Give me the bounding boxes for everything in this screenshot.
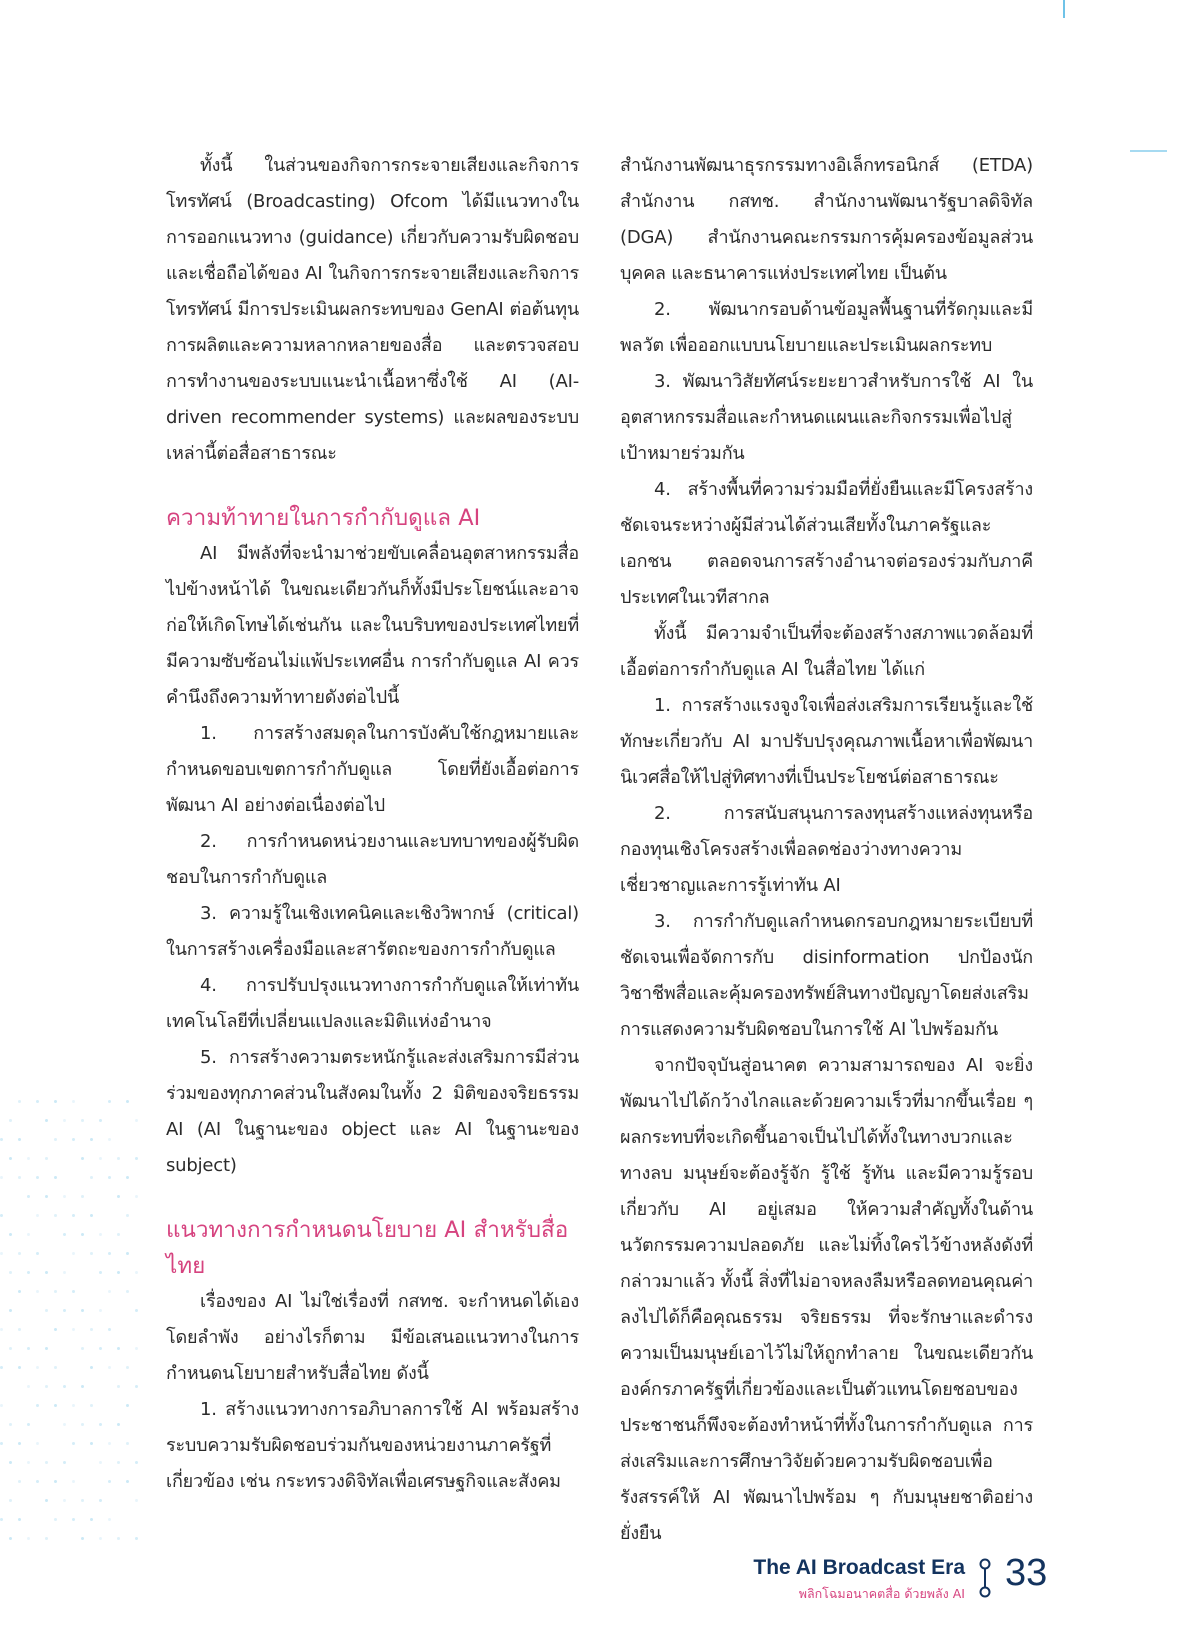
decorative-dot [54,1328,57,1331]
decorative-dot [81,1347,84,1350]
decorative-dot [90,1252,93,1255]
decorative-dot [99,1309,102,1312]
decorative-dot [9,1157,12,1160]
decorative-dot [90,1328,93,1331]
decorative-dot [72,1252,75,1255]
decorative-dot [135,1309,138,1312]
decorative-dot [126,1480,129,1483]
decorative-dot [108,1328,111,1331]
right-column [620,148,1033,1552]
decorative-dot [90,1442,93,1445]
decorative-dot [63,1195,66,1198]
decorative-dot [9,1271,12,1274]
decorative-dot [63,1233,66,1236]
decorative-dot [36,1366,39,1369]
decorative-dot [9,1461,12,1464]
decorative-dot [63,1385,66,1388]
decorative-dot [126,1176,129,1179]
decorative-dot [54,1518,57,1521]
decorative-dot [45,1461,48,1464]
decorative-dot [90,1518,93,1521]
decorative-dot [9,1423,12,1426]
paragraph-environment: ทั้งนี้ มีความจำเป็นที่จะต้องสร้างสภาพแวดล้อมที่เอื้อต่อการกำกับดูแล AI ในสื่อไทย ได้แก่ [620,623,1033,680]
decorative-dot [45,1309,48,1312]
decorative-dot [81,1385,84,1388]
decorative-dot [27,1347,30,1350]
decorative-dot [45,1537,48,1540]
decorative-dot [72,1214,75,1217]
decorative-dot [90,1176,93,1179]
decorative-dot [81,1423,84,1426]
decorative-dot [63,1119,66,1122]
top-accent-line [1063,0,1065,18]
decorative-dot [90,1138,93,1141]
decorative-dot [99,1157,102,1160]
decorative-dot [108,1138,111,1141]
decorative-dot [18,1176,21,1179]
decorative-dot [54,1404,57,1407]
decorative-dot [135,1271,138,1274]
decorative-dot [36,1100,39,1103]
decorative-dot [99,1119,102,1122]
decorative-dot [135,1157,138,1160]
heading-ai-regulation-challenges: ความท้าทายในการกำกับดูแล AI [166,505,481,531]
decorative-dot [9,1347,12,1350]
decorative-dot [117,1233,120,1236]
decorative-dot [108,1518,111,1521]
decorative-dot [18,1442,21,1445]
decorative-dot [135,1537,138,1540]
environment-item-3: 3. การกำกับดูแลกำหนดกรอบกฎหมายระเบียบที่ชัดเจนเพื่อจัดการกับ disinformation ปกป้องนักวิชาชีพสื่อและคุ้มครองทรัพย์สินทางปัญญาโดยส่งเสริมการแสดงความรับผิดชอบในการใช้ AI ไปพร้อมกัน [620,911,1033,1040]
decorative-dot [27,1195,30,1198]
decorative-dot [135,1195,138,1198]
decorative-dot [99,1271,102,1274]
decorative-dot [27,1385,30,1388]
decorative-dot [45,1271,48,1274]
challenge-item-4: 4. การปรับปรุงแนวทางการกำกับดูแลให้เท่าทันเทคโนโลยีที่เปลี่ยนแปลงและมิติแห่งอำนาจ [166,975,579,1032]
decorative-dot [36,1290,39,1293]
decorative-dot [63,1423,66,1426]
decorative-dot [0,1138,3,1141]
decorative-dot [63,1309,66,1312]
decorative-dot [117,1385,120,1388]
decorative-dot [117,1347,120,1350]
decorative-dot [27,1461,30,1464]
decorative-dot [90,1214,93,1217]
decorative-dot [63,1499,66,1502]
decorative-dot [45,1119,48,1122]
decorative-dot [54,1480,57,1483]
decorative-dot [72,1328,75,1331]
decorative-dot [45,1499,48,1502]
paragraph-ofcom: ทั้งนี้ ในส่วนของกิจการกระจายเสียงและกิจการโทรทัศน์ (Broadcasting) Ofcom ได้มีแนวทางในการออกแนวทาง (guidance) เกี่ยวกับความรับผิดชอบและเชื่อถือได้ของ AI ในกิจการกระจายเสียงและกิจการโทรทัศน์ มีการประเมินผลกระทบของ GenAI ต่อต้นทุนการผลิตและความหลากหลายของสื่อ และตรวจสอบการทำงานของระบบแนะนำเนื้อหาซึ่งใช้ AI (AI-driven recommender systems) และผลของระบบเหล่านี้ต่อสื่อสาธารณะ [166,155,579,464]
decorative-dot [126,1214,129,1217]
decorative-dot [99,1499,102,1502]
heading-policy-guidelines: แนวทางการกำหนดนโยบาย AI สำหรับสื่อไทย [166,1217,569,1279]
decorative-dot [27,1157,30,1160]
challenge-item-3: 3. ความรู้ในเชิงเทคนิคและเชิงวิพากษ์ (critical) ในการสร้างเครื่องมือและสารัตถะของการกำกับดูแล [166,903,579,960]
left-column [166,148,579,1500]
decorative-dot [9,1537,12,1540]
decorative-dot [27,1423,30,1426]
paragraph-conclusion: จากปัจจุบันสู่อนาคต ความสามารถของ AI จะยิ่งพัฒนาไปได้กว้างไกลและด้วยความเร็วที่มากขึ้นเรื่อย ๆ ผลกระทบที่จะเกิดขึ้นอาจเป็นไปได้ทั้งในทางบวกและทางลบ มนุษย์จะต้องรู้จัก รู้ใช้ รู้ทัน และมีความรู้รอบเกี่ยวกับ AI อยู่เสมอ ให้ความสำคัญทั้งในด้านนวัตกรรมความปลอดภัย และไม่ทิ้งใครไว้ข้างหลังดังที่กล่าวมาแล้ว ทั้งนี้ สิ่งที่ไม่อาจหลงลืมหรือลดทอนคุณค่าลงไปได้ก็คือคุณธรรม จริยธรรม ที่จะรักษาและดำรงความเป็นมนุษย์เอาไว้ไม่ให้ถูกทำลาย ในขณะเดียวกัน องค์กรภาครัฐที่เกี่ยวข้องและเป็นตัวแทนโดยชอบของประชาชนก็พึงจะต้องทำหน้าที่ทั้งในการกำกับดูแล การส่งเสริมและการศึกษาวิจัยด้วยความรับผิดชอบเพื่อรังสรรค์ให้ AI พัฒนาไปพร้อม ๆ กับมนุษยชาติอย่างยั่งยืน [620,1055,1033,1544]
decorative-dot [135,1461,138,1464]
decorative-dot [36,1480,39,1483]
decorative-dot [108,1100,111,1103]
decorative-dot [126,1100,129,1103]
decorative-dot [81,1499,84,1502]
decorative-dot [36,1404,39,1407]
decorative-dot [27,1233,30,1236]
decorative-dot [18,1290,21,1293]
decorative-dot [72,1100,75,1103]
page-footer [720,1552,1060,1616]
decorative-dot [135,1119,138,1122]
decorative-dot [108,1290,111,1293]
decorative-dot [126,1252,129,1255]
decorative-dot [54,1366,57,1369]
decorative-dot [18,1366,21,1369]
decorative-dot [72,1480,75,1483]
publication-subtitle: พลิกโฉมอนาคตสื่อ ด้วยพลัง AI [798,1586,965,1601]
decorative-dot [117,1423,120,1426]
decorative-dot [54,1138,57,1141]
decorative-dot [108,1442,111,1445]
decorative-dot [99,1461,102,1464]
decorative-dot [72,1518,75,1521]
decorative-dot [81,1309,84,1312]
decorative-dot [81,1537,84,1540]
decorative-dot [99,1233,102,1236]
recommendation-item-2: 2. พัฒนากรอบด้านข้อมูลพื้นฐานที่รัดกุมและมีพลวัต เพื่อออกแบบนโยบายและประเมินผลกระทบ [620,299,1033,356]
decorative-dot [126,1366,129,1369]
decorative-dot [72,1404,75,1407]
decorative-dot [27,1537,30,1540]
publication-title: The AI Broadcast Era [753,1556,965,1579]
decorative-dot [45,1157,48,1160]
decorative-dot [126,1290,129,1293]
challenge-item-1: 1. การสร้างสมดุลในการบังคับใช้กฎหมายและกำหนดขอบเขตการกำกับดูแล โดยที่ยังเอื้อต่อการพัฒนา AI อย่างต่อเนื่องต่อไป [166,723,579,816]
pin-divider-icon [978,1558,992,1598]
side-accent-line [1130,150,1167,152]
decorative-dot [18,1252,21,1255]
decorative-dot [27,1271,30,1274]
decorative-dot [0,1176,3,1179]
decorative-dot [18,1138,21,1141]
decorative-dot [72,1290,75,1293]
decorative-dot [36,1176,39,1179]
decorative-dot [117,1157,120,1160]
decorative-dot [0,1442,3,1445]
decorative-dot [45,1195,48,1198]
decorative-dot [135,1499,138,1502]
decorative-dot [108,1480,111,1483]
decorative-dot [0,1252,3,1255]
decorative-dot [126,1404,129,1407]
decorative-dot [108,1252,111,1255]
decorative-dot [117,1195,120,1198]
decorative-dot [81,1233,84,1236]
paragraph-ai-power: AI มีพลังที่จะนำมาช่วยขับเคลื่อนอุตสาหกรรมสื่อไปข้างหน้าได้ ในขณะเดียวกันก็ทั้งมีประโยชน์และอาจก่อให้เกิดโทษได้เช่นกัน และในบริบทของประเทศไทยที่มีความซับซ้อนไม่แพ้ประเทศอื่น การกำกับดูแล AI ควรคำนึงถึงความท้าทายดังต่อไปนี้ [166,543,579,708]
decorative-dot [9,1309,12,1312]
decorative-dot [54,1176,57,1179]
page-number: 33 [1005,1552,1048,1594]
decorative-dot [36,1214,39,1217]
decorative-dot-pattern [0,1100,170,1570]
decorative-dot [99,1423,102,1426]
decorative-dot [45,1347,48,1350]
recommendation-item-1: 1. สร้างแนวทางการอภิบาลการใช้ AI พร้อมสร้างระบบความรับผิดชอบร่วมกันของหน่วยงานภาครัฐที่เกี่ยวข้อง เช่น กระทรวงดิจิทัลเพื่อเศรษฐกิจและสังคม [166,1399,579,1492]
decorative-dot [108,1176,111,1179]
environment-item-2: 2. การสนับสนุนการลงทุนสร้างแหล่งทุนหรือกองทุนเชิงโครงสร้างเพื่อลดช่องว่างทางความเชี่ยวชาญและการรู้เท่าทัน AI [620,803,1033,896]
challenge-item-5: 5. การสร้างความตระหนักรู้และส่งเสริมการมีส่วนร่วมของทุกภาคส่วนในสังคมในทั้ง 2 มิติของจริยธรรม AI (AI ในฐานะของ object และ AI ในฐานะของ subject) [166,1047,579,1176]
decorative-dot [135,1347,138,1350]
decorative-dot [18,1480,21,1483]
paragraph-policy-intro: เรื่องของ AI ไม่ใช่เรื่องที่ กสทช. จะกำหนดได้เองโดยลำพัง อย่างไรก็ตาม มีข้อเสนอแนวทางในการกำหนดนโยบายสำหรับสื่อไทย ดังนี้ [166,1291,579,1384]
decorative-dot [18,1328,21,1331]
decorative-dot [54,1290,57,1293]
decorative-dot [72,1138,75,1141]
decorative-dot [81,1157,84,1160]
decorative-dot [45,1385,48,1388]
decorative-dot [117,1537,120,1540]
decorative-dot [90,1404,93,1407]
decorative-dot [9,1233,12,1236]
decorative-dot [126,1442,129,1445]
decorative-dot [135,1385,138,1388]
decorative-dot [90,1366,93,1369]
decorative-dot [0,1404,3,1407]
decorative-dot [117,1271,120,1274]
decorative-dot [99,1537,102,1540]
environment-item-1: 1. การสร้างแรงจูงใจเพื่อส่งเสริมการเรียนรู้และใช้ทักษะเกี่ยวกับ AI มาปรับปรุงคุณภาพเนื้อหาเพื่อพัฒนานิเวศสื่อให้ไปสู่ทิศทางที่เป็นประโยชน์ต่อสาธารณะ [620,695,1033,788]
decorative-dot [54,1214,57,1217]
decorative-dot [9,1499,12,1502]
recommendation-item-4: 4. สร้างพื้นที่ความร่วมมือที่ยั่งยืนและมีโครงสร้างชัดเจนระหว่างผู้มีส่วนได้ส่วนเสียทั้งในภาครัฐและเอกชน ตลอดจนการสร้างอำนาจต่อรองร่วมกับภาคีประเทศในเวทีสากล [620,479,1033,608]
decorative-dot [108,1366,111,1369]
decorative-dot [81,1119,84,1122]
recommendation-item-3: 3. พัฒนาวิสัยทัศน์ระยะยาวสำหรับการใช้ AI ในอุตสาหกรรมสื่อและกำหนดแผนและกิจกรรมเพื่อไปสู่เป้าหมายร่วมกัน [620,371,1033,464]
decorative-dot [54,1100,57,1103]
decorative-dot [36,1252,39,1255]
recommendation-item-1-continued: สำนักงานพัฒนาธุรกรรมทางอิเล็กทรอนิกส์ (ETDA) สำนักงาน กสทช. สำนักงานพัฒนารัฐบาลดิจิทัล (DGA) สำนักงานคณะกรรมการคุ้มครองข้อมูลส่วนบุคคล และธนาคารแห่งประเทศไทย เป็นต้น [620,155,1033,284]
challenge-item-2: 2. การกำหนดหน่วยงานและบทบาทของผู้รับผิดชอบในการกำกับดูแล [166,831,579,888]
decorative-dot [72,1442,75,1445]
decorative-dot [18,1518,21,1521]
decorative-dot [0,1214,3,1217]
decorative-dot [36,1442,39,1445]
decorative-dot [99,1347,102,1350]
decorative-dot [63,1271,66,1274]
decorative-dot [0,1328,3,1331]
decorative-dot [63,1461,66,1464]
decorative-dot [9,1119,12,1122]
decorative-dot [117,1461,120,1464]
decorative-dot [0,1366,3,1369]
decorative-dot [81,1195,84,1198]
decorative-dot [18,1100,21,1103]
decorative-dot [0,1518,3,1521]
